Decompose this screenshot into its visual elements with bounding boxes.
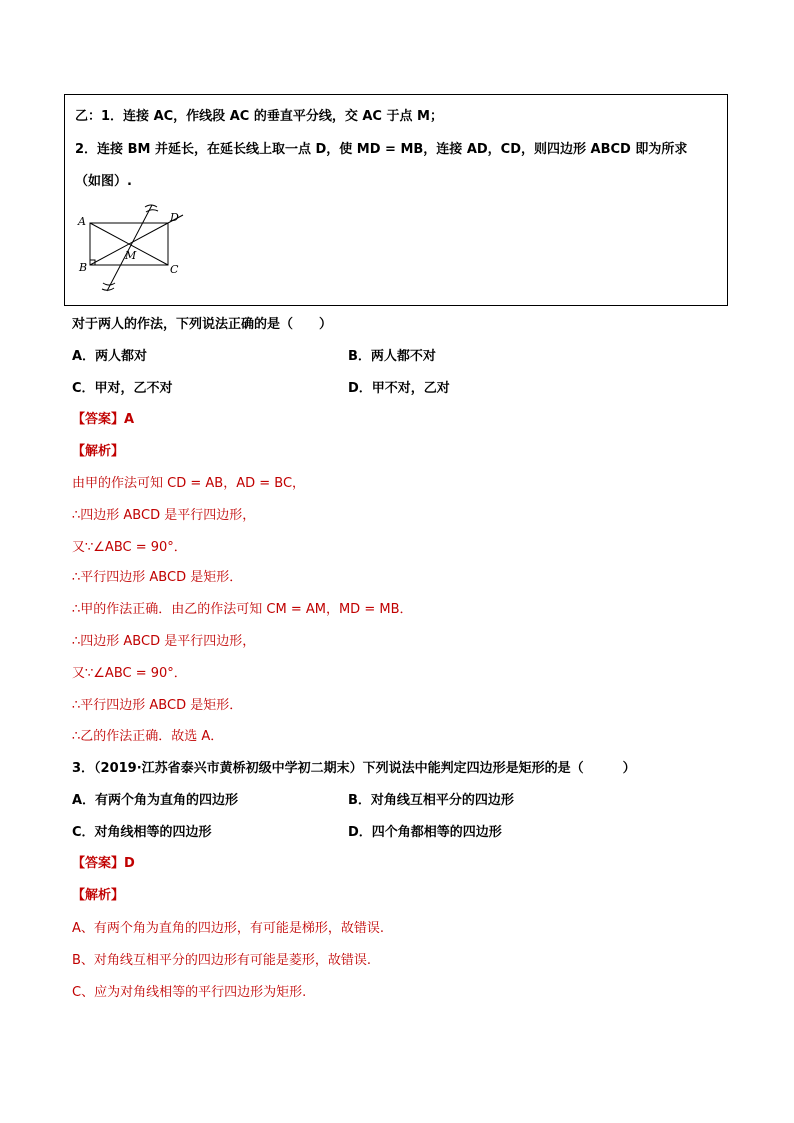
q3-option-d: D．四个角都相等的四边形 xyxy=(348,825,502,840)
q3-analysis-title: 【解析】 xyxy=(72,888,125,903)
q3-stem: 3．（2019·江苏省泰兴市黄桥初级中学初二期末）下列说法中能判定四边形是矩形的是（ ） xyxy=(72,761,636,776)
box-line-2: 2．连接 BM 并延长，在延长线上取一点 D，使 MD = MB，连接 AD，CD，则四边形 ABCD 即为所求 xyxy=(75,142,688,157)
q3-option-c: C．对角线相等的四边形 xyxy=(72,825,212,840)
q2-stem: 对于两人的作法，下列说法正确的是（ ） xyxy=(72,317,333,332)
label-c: C xyxy=(170,263,179,276)
q3-option-b: B．对角线互相平分的四边形 xyxy=(348,793,514,808)
q2-analysis-line-1: 由甲的作法可知 CD = AB，AD = BC， xyxy=(72,476,306,491)
perpendicular-bisector xyxy=(107,205,152,291)
q3-analysis-line-3: C、应为对角线相等的平行四边形为矩形. xyxy=(72,985,307,1000)
label-a: A xyxy=(78,215,86,228)
q3-option-a: A．有两个角为直角的四边形 xyxy=(72,793,239,808)
q2-analysis-line-8: ∴平行四边形 ABCD 是矩形． xyxy=(72,698,243,713)
q2-analysis-line-6: ∴四边形 ABCD 是平行四边形， xyxy=(72,634,256,649)
q2-analysis-title: 【解析】 xyxy=(72,444,125,459)
q3-answer: 【答案】D xyxy=(72,856,135,871)
q2-option-d: D．甲不对，乙对 xyxy=(348,381,450,396)
box-line-1: 乙：1．连接 AC，作线段 AC 的垂直平分线，交 AC 于点 M； xyxy=(75,109,443,124)
arc-mark-top-2 xyxy=(146,210,158,212)
label-b: B xyxy=(79,261,88,274)
q2-analysis-line-7: 又∵∠ABC = 90°． xyxy=(72,666,187,681)
box-line-3: （如图）. xyxy=(75,174,132,189)
q2-analysis-line-2: ∴四边形 ABCD 是平行四边形， xyxy=(72,508,256,523)
q2-option-a: A．两人都对 xyxy=(72,349,148,364)
q2-analysis-line-9: ∴乙的作法正确．故选 A． xyxy=(72,729,224,744)
label-m: M xyxy=(125,249,137,262)
arc-mark-bottom xyxy=(103,283,115,285)
q3-analysis-line-2: B、对角线互相平分的四边形有可能是菱形，故错误. xyxy=(72,953,372,968)
label-d: D xyxy=(170,211,179,224)
q2-analysis-line-3: 又∵∠ABC = 90°． xyxy=(72,540,187,555)
q2-analysis-line-4: ∴平行四边形 ABCD 是矩形． xyxy=(72,570,243,585)
q3-analysis-line-1: A、有两个角为直角的四边形，有可能是梯形，故错误. xyxy=(72,921,385,936)
q2-answer: 【答案】A xyxy=(72,412,135,427)
q2-option-c: C．甲对，乙不对 xyxy=(72,381,173,396)
construction-figure xyxy=(73,199,203,297)
construction-box xyxy=(64,94,728,306)
q2-option-b: B．两人都不对 xyxy=(348,349,436,364)
q2-analysis-line-5: ∴甲的作法正确．由乙的作法可知 CM = AM，MD = MB． xyxy=(72,602,413,617)
